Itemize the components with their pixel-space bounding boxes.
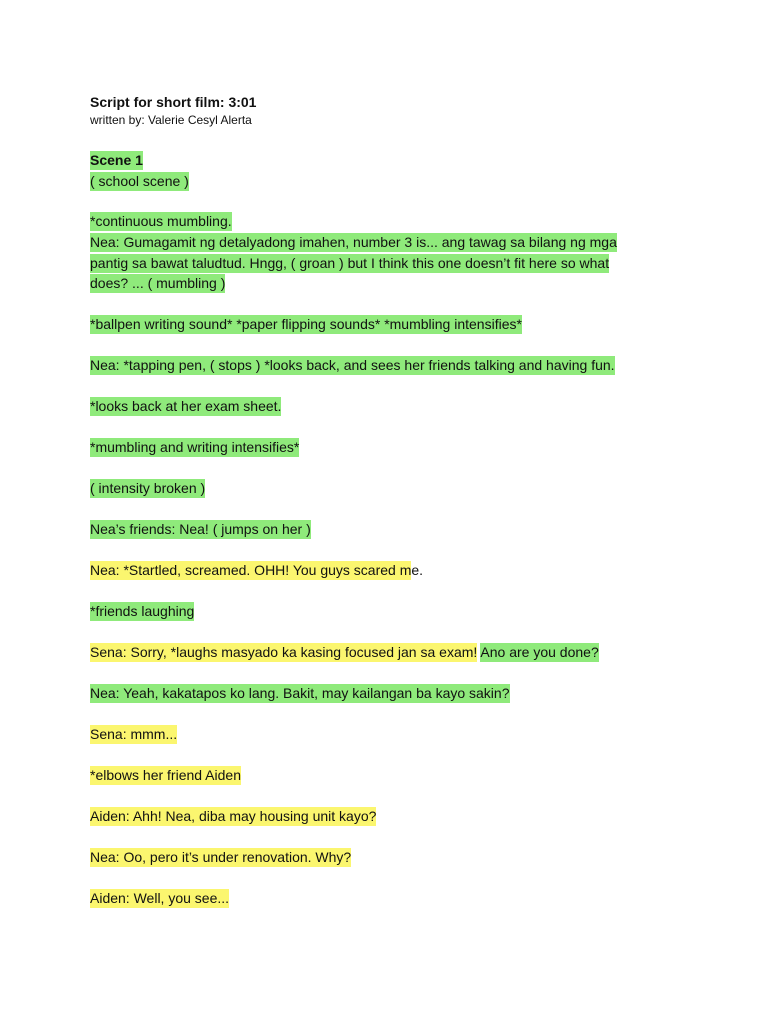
script-line-text: Nea’s friends: Nea! ( jumps on her ) bbox=[90, 521, 311, 537]
script-line-text: Nea: Yeah, kakatapos ko lang. Bakit, may kailangan ba kayo sakin? bbox=[90, 685, 510, 701]
script-line bbox=[90, 315, 522, 333]
script-line-text-green: Ano are you done? bbox=[480, 644, 599, 660]
script-line-text: pantig sa bawat taludtud. Hngg, ( groan ) but I think this one doesn’t fit here so what bbox=[90, 255, 610, 271]
script-line-text: does? ... ( mumbling ) bbox=[90, 275, 226, 291]
script-line bbox=[90, 643, 599, 661]
script-line-text: *looks back at her exam sheet. bbox=[90, 398, 282, 414]
script-line-text: Sena: mmm... bbox=[90, 726, 178, 742]
script-line bbox=[90, 848, 351, 866]
scene-heading-text: Scene 1 bbox=[90, 152, 143, 168]
script-line bbox=[90, 233, 617, 251]
script-line bbox=[90, 725, 177, 743]
script-line bbox=[90, 438, 299, 456]
script-line bbox=[90, 274, 225, 292]
scene-heading bbox=[90, 151, 143, 169]
script-line-text: *friends laughing bbox=[90, 603, 195, 619]
scene-location-text: ( school scene ) bbox=[90, 173, 189, 189]
script-line bbox=[90, 889, 229, 907]
scene-location bbox=[90, 172, 189, 190]
script-line bbox=[90, 766, 241, 784]
script-line bbox=[90, 356, 615, 374]
script-line bbox=[90, 397, 281, 415]
script-line-text: Nea: *tapping pen, ( stops ) *looks back, and sees her friends talking and having fun. bbox=[90, 357, 615, 373]
script-line bbox=[90, 602, 194, 620]
script-line-text: *continuous mumbling. bbox=[90, 213, 232, 229]
script-line-text: Aiden: Ahh! Nea, diba may housing unit kayo? bbox=[90, 808, 377, 824]
script-line bbox=[90, 561, 423, 579]
script-line-text: *mumbling and writing intensifies* bbox=[90, 439, 300, 455]
script-line-text: Nea: *Startled, screamed. OHH! You guys scared m bbox=[90, 562, 412, 578]
script-title: Script for short film: 3:01 bbox=[90, 94, 257, 110]
script-line bbox=[90, 479, 205, 497]
script-line-text: *ballpen writing sound* *paper flipping sounds* *mumbling intensifies* bbox=[90, 316, 522, 332]
script-line bbox=[90, 254, 609, 272]
script-line bbox=[90, 684, 510, 702]
script-line-text: Nea: Gumagamit ng detalyadong imahen, number 3 is... ang tawag sa bilang ng mga bbox=[90, 234, 617, 250]
script-line bbox=[90, 520, 311, 538]
script-line bbox=[90, 212, 232, 230]
script-line-text: Nea: Oo, pero it’s under renovation. Why? bbox=[90, 849, 352, 865]
script-line-text-unhighlighted: e. bbox=[411, 562, 424, 578]
script-line-text: Aiden: Well, you see... bbox=[90, 890, 230, 906]
script-line-text: *elbows her friend Aiden bbox=[90, 767, 241, 783]
script-line-text: ( intensity broken ) bbox=[90, 480, 206, 496]
script-line bbox=[90, 807, 376, 825]
author-byline: written by: Valerie Cesyl Alerta bbox=[90, 113, 252, 127]
script-line-text: Sena: Sorry, *laughs masyado ka kasing focused jan sa exam! bbox=[90, 644, 478, 660]
